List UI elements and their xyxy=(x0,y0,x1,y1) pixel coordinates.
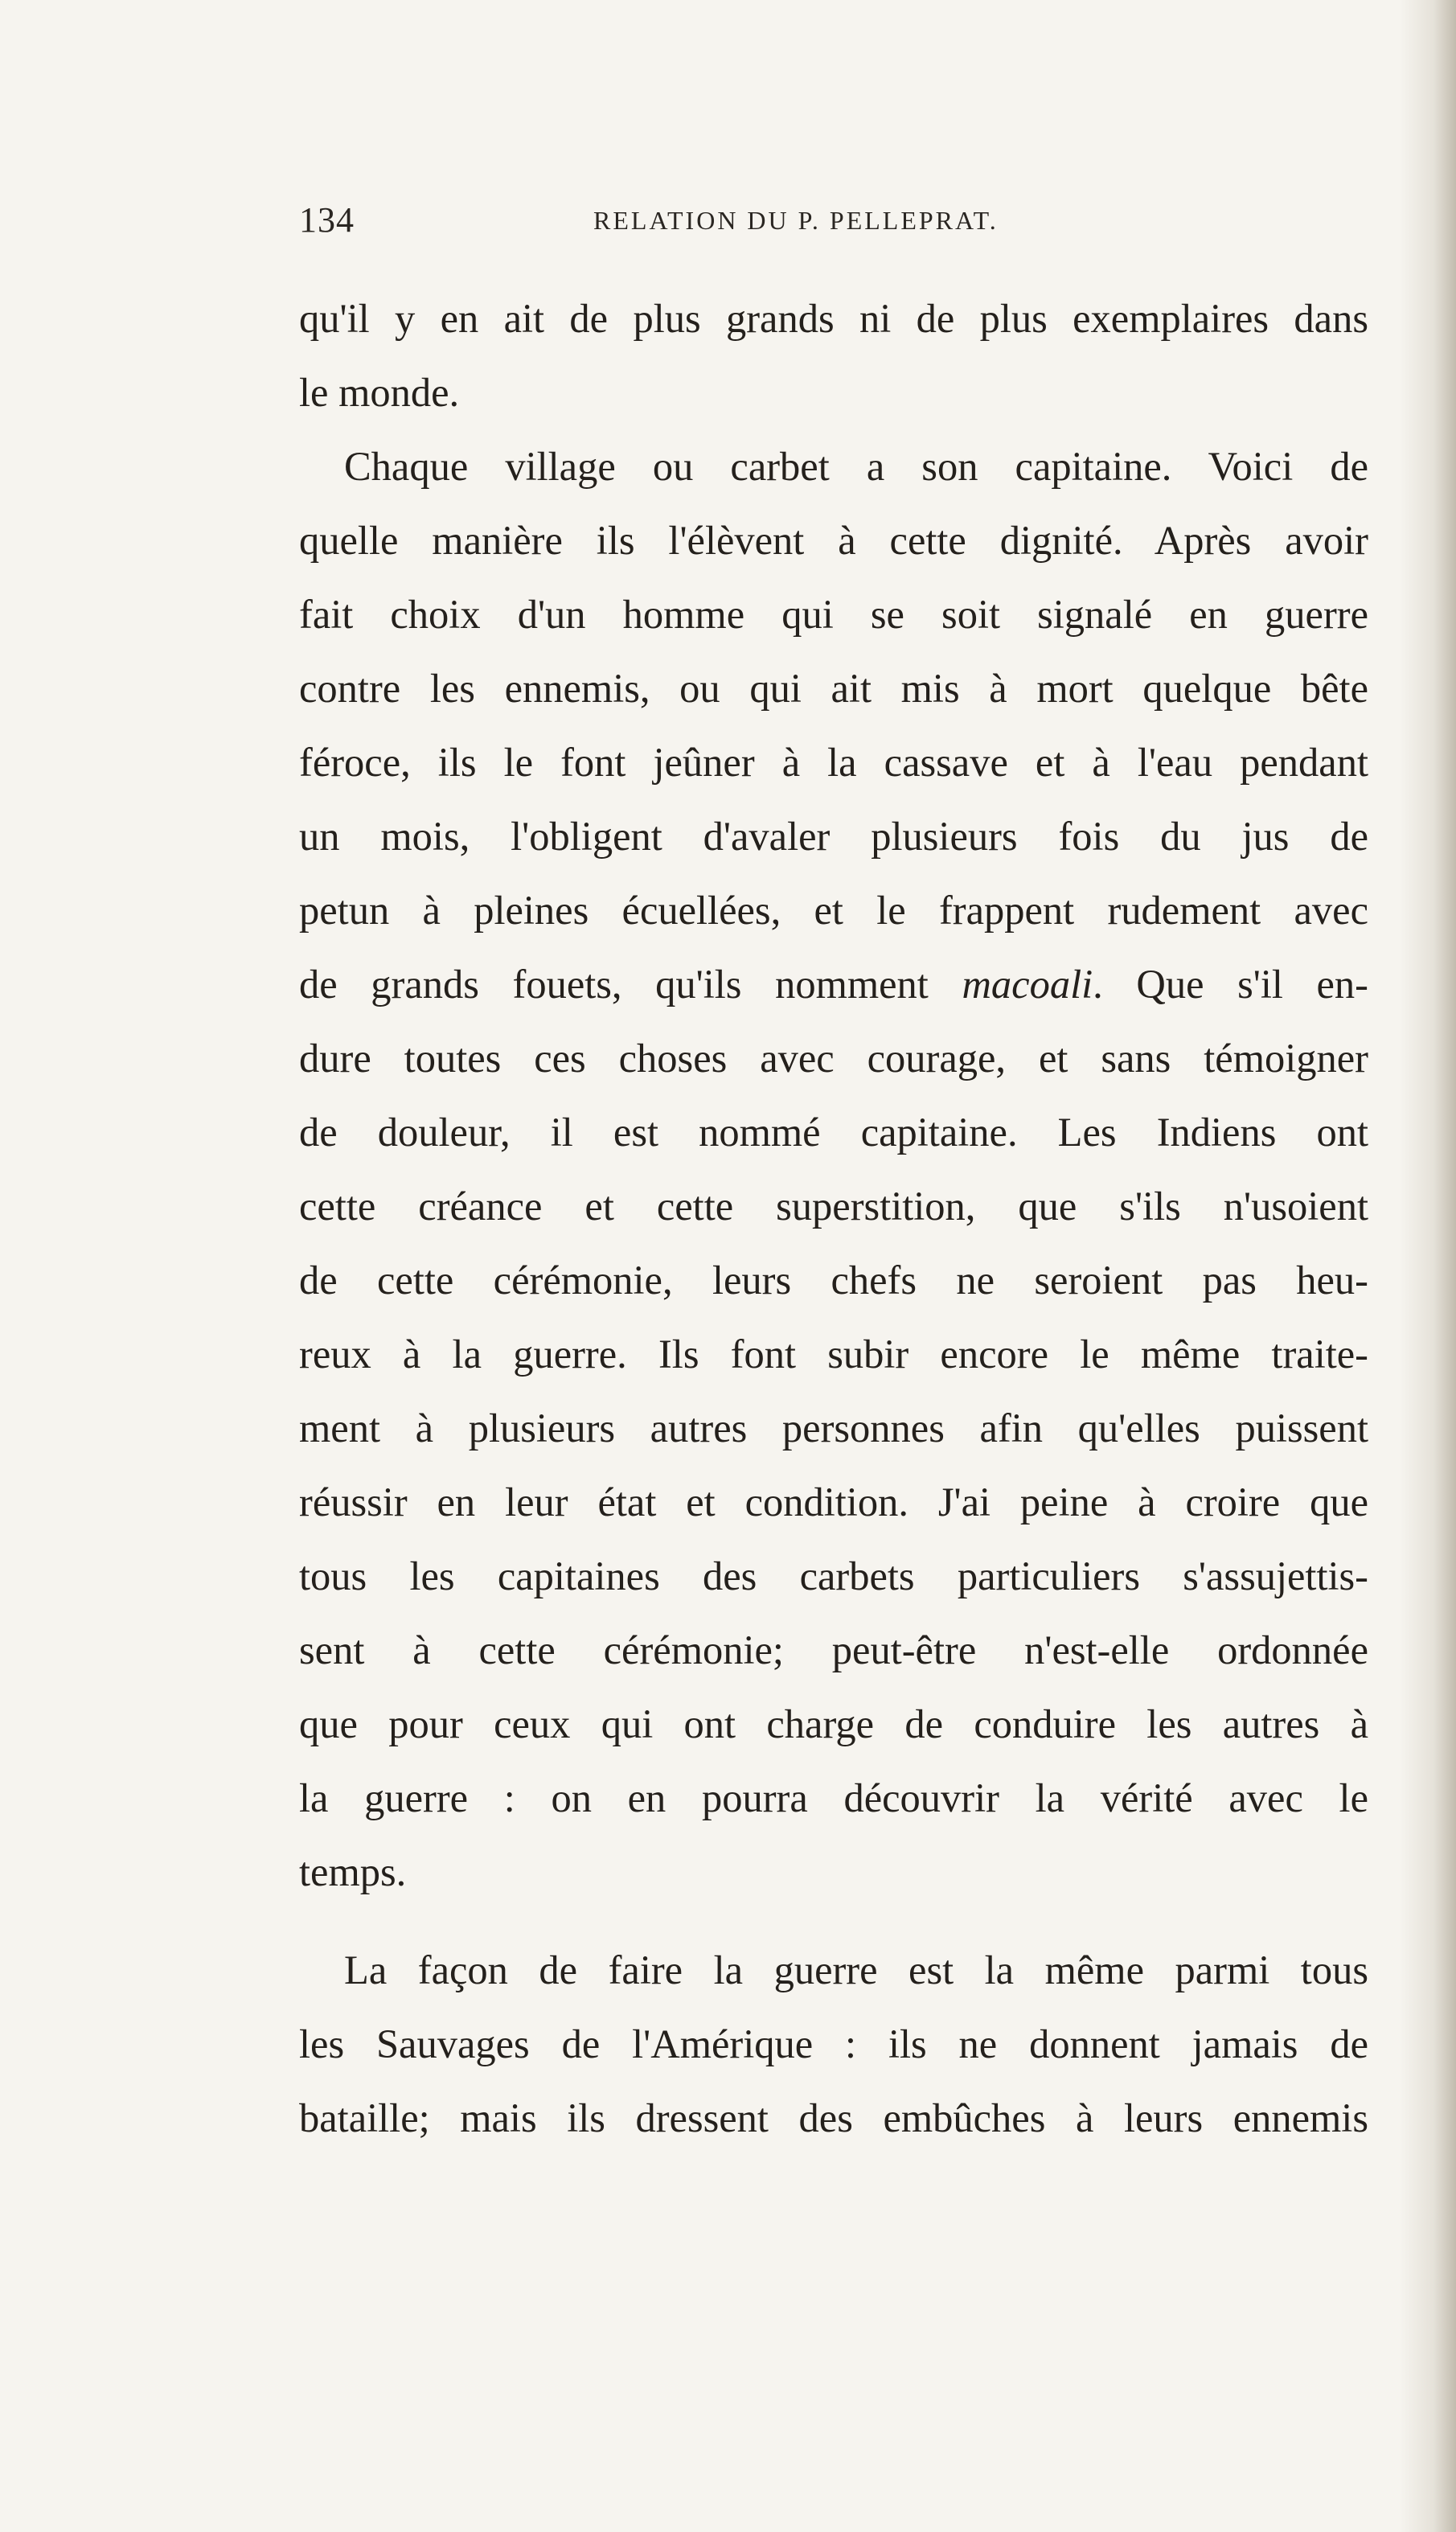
text-line: qu'il y en ait de plus grands ni de plus exemplaires dans xyxy=(299,296,1368,341)
text-line xyxy=(299,947,1368,1021)
text-line: petun à pleines écuellées, et le frappent rudement avec xyxy=(299,888,1368,933)
text-line: La façon de faire la guerre est la même parmi tous xyxy=(344,1947,1368,1992)
text-line: sent à cette cérémonie; peut-être n'est-elle ordonnée xyxy=(299,1627,1368,1672)
page-header xyxy=(299,199,1368,256)
text-segment: . Que s'il en- xyxy=(1093,962,1369,1007)
text-line: cette créance et cette superstition, que s'ils n'usoient xyxy=(299,1184,1368,1229)
page-number: 134 xyxy=(299,200,355,240)
text-line: que pour ceux qui ont charge de conduire les autres à xyxy=(299,1701,1368,1746)
text-line: le monde. xyxy=(299,370,460,415)
text-line: ment à plusieurs autres personnes afin qu'elles puissent xyxy=(299,1406,1368,1451)
text-line: un mois, l'obligent d'avaler plusieurs fois du jus de xyxy=(299,814,1368,859)
text-line: contre les ennemis, ou qui ait mis à mort quelque bête xyxy=(299,666,1368,711)
text-line: reux à la guerre. Ils font subir encore le même traite- xyxy=(299,1332,1368,1377)
text-line: tous les capitaines des carbets particuliers s'assujettis- xyxy=(299,1553,1368,1598)
text-line: quelle manière ils l'élèvent à cette dignité. Après avoir xyxy=(299,518,1368,563)
text-segment: de grands fouets, qu'ils nomment xyxy=(299,962,962,1007)
page-edge-shadow xyxy=(1400,0,1456,2532)
text-line: de cette cérémonie, leurs chefs ne seroient pas heu- xyxy=(299,1258,1368,1303)
text-line: féroce, ils le font jeûner à la cassave et à l'eau pendant xyxy=(299,740,1368,785)
italic-term: macoali xyxy=(962,962,1093,1007)
text-line: dure toutes ces choses avec courage, et sans témoigner xyxy=(299,1036,1368,1081)
text-line: réussir en leur état et condition. J'ai peine à croire que xyxy=(299,1479,1368,1525)
body-text xyxy=(299,281,1368,2155)
text-line: les Sauvages de l'Amérique : ils ne donnent jamais de xyxy=(299,2021,1368,2066)
text-line: fait choix d'un homme qui se soit signalé en guerre xyxy=(299,592,1368,637)
text-line: la guerre : on en pourra découvrir la vérité avec le xyxy=(299,1775,1368,1820)
text-line: de douleur, il est nommé capitaine. Les Indiens ont xyxy=(299,1110,1368,1155)
text-line: bataille; mais ils dressent des embûches à leurs ennemis xyxy=(299,2095,1368,2140)
running-title: RELATION DU P. PELLEPRAT. xyxy=(593,206,999,235)
text-line: Chaque village ou carbet a son capitaine. Voici de xyxy=(344,444,1368,489)
text-line: temps. xyxy=(299,1849,407,1894)
